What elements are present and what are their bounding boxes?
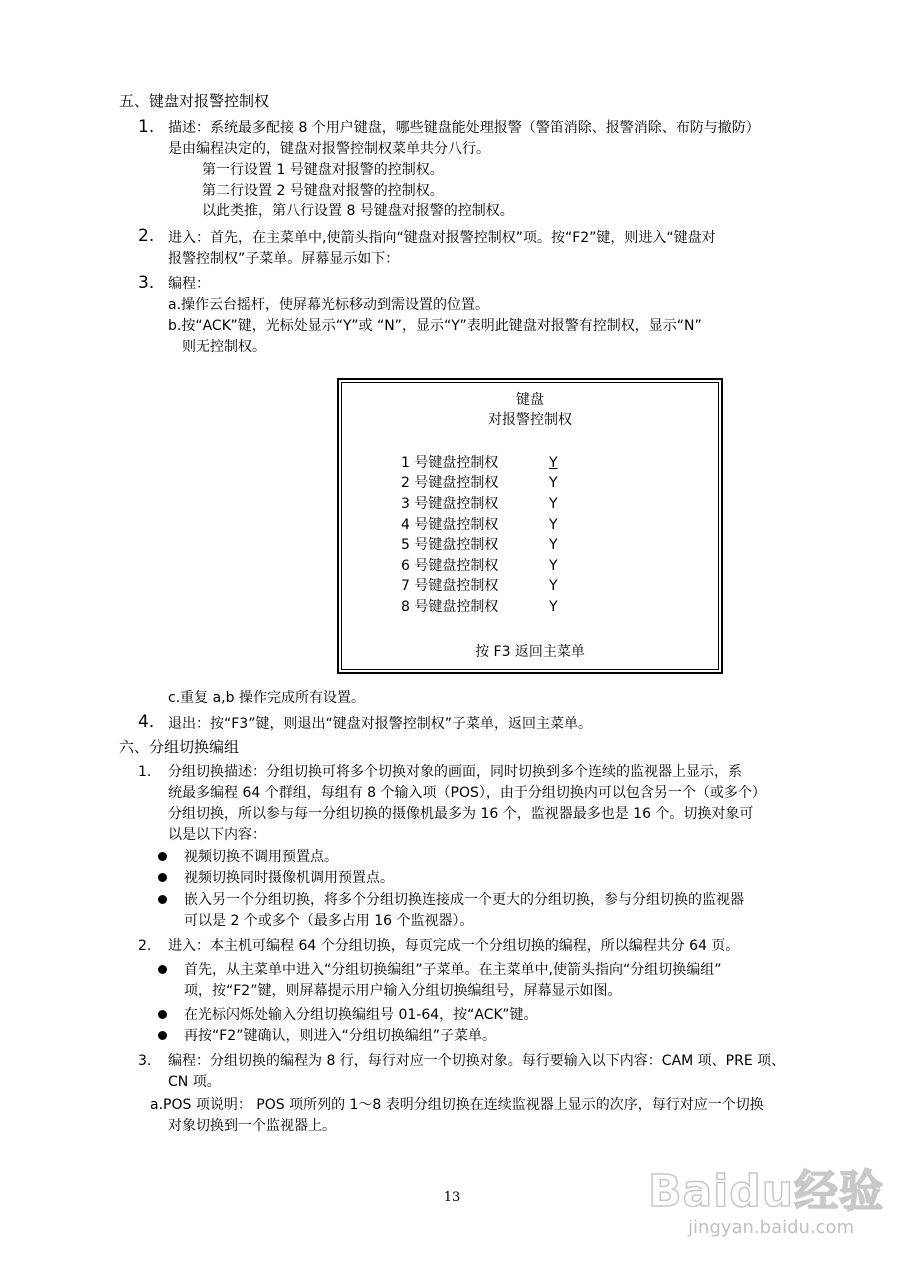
menu-subtitle: 对报警控制权	[488, 412, 572, 428]
menu-row-label: 5 号键盘控制权	[401, 537, 499, 553]
paragraph-line: b.按“ACK”键，光标处显示“Y”或 “N”，显示“Y”表明此键盘对报警有控制权，显示“N”	[168, 318, 702, 334]
item-number: 2.	[138, 226, 155, 246]
item-number: 4.	[138, 712, 155, 732]
menu-row-value[interactable]: Y	[549, 558, 558, 574]
bullet-item: 视频切换不调用预置点。	[184, 849, 338, 865]
menu-row-label: 1 号键盘控制权	[401, 455, 499, 471]
paragraph-line: 对象切换到一个监视器上。	[168, 1118, 336, 1134]
item-number: 1.	[138, 764, 152, 780]
bullet-item: 在光标闪烁处输入分组切换编组号 01-64，按“ACK”键。	[184, 1007, 538, 1023]
menu-row-label: 8 号键盘控制权	[401, 599, 499, 615]
menu-row-label: 4 号键盘控制权	[401, 517, 499, 533]
menu-row-value[interactable]: Y	[549, 496, 558, 512]
bullet-item: 嵌入另一个分组切换，将多个分组切换连接成一个更大的分组切换，参与分组切换的监视器	[184, 892, 744, 908]
paragraph-line: c.重复 a,b 操作完成所有设置。	[168, 690, 365, 706]
item-number: 1.	[138, 117, 155, 137]
bullet-icon	[158, 965, 167, 974]
paragraph-line: 进入：首先，在主菜单中,使箭头指向“键盘对报警控制权”项。按“F2”键，则进入“键盘对	[168, 230, 716, 246]
bullet-icon	[158, 1031, 167, 1040]
item-number: 3.	[138, 273, 155, 293]
bullet-item: 再按“F2”键确认，则进入“分组切换编组”子菜单。	[184, 1028, 496, 1044]
menu-footer: 按 F3 返回主菜单	[475, 644, 585, 660]
bullet-icon	[158, 895, 167, 904]
paragraph-line: a.POS 项说明： POS 项所列的 1～8 表明分组切换在连续监视器上显示的次序，每行对应一个切换	[150, 1097, 764, 1113]
bullet-icon	[158, 852, 167, 861]
paragraph-line: 统最多编程 64 个群组，每组有 8 个输入项（POS），由于分组切换内可以包含另一个（或多个）	[168, 785, 766, 801]
bullet-item: 可以是 2 个或多个（最多占用 16 个监视器）。	[184, 913, 474, 929]
menu-title: 键盘	[516, 392, 544, 408]
page-number: 13	[443, 1190, 461, 1205]
bullet-icon	[158, 873, 167, 882]
watermark-url: jingyan.baidu.com	[688, 1217, 855, 1238]
section-5-title: 五、键盘对报警控制权	[119, 92, 270, 110]
item-number: 3.	[138, 1053, 152, 1069]
bullet-item: 首先，从主菜单中进入“分组切换编组”子菜单。在主菜单中,使箭头指向“分组切换编组”	[184, 962, 722, 978]
watermark-logo: Baidu经验	[648, 1166, 885, 1217]
item-number: 2.	[138, 938, 152, 954]
paragraph-line: 进入：本主机可编程 64 个分组切换，每页完成一个分组切换的编程，所以编程共分 64 页。	[168, 938, 740, 954]
paragraph-line: 分组切换描述：分组切换可将多个切换对象的画面，同时切换到多个连续的监视器上显示，系	[168, 764, 742, 780]
menu-row-value[interactable]: Y	[549, 578, 558, 594]
section-6-title: 六、分组切换编组	[119, 738, 240, 756]
paragraph-line: 退出：按“F3”键，则退出“键盘对报警控制权”子菜单，返回主菜单。	[168, 716, 592, 732]
menu-row-label: 7 号键盘控制权	[401, 578, 499, 594]
menu-row-label: 3 号键盘控制权	[401, 496, 499, 512]
paragraph-line: 报警控制权”子菜单。屏幕显示如下：	[168, 251, 400, 267]
menu-row-value[interactable]: Y	[549, 599, 558, 615]
paragraph-line: 是由编程决定的，键盘对报警控制权菜单共分八行。	[168, 141, 490, 157]
menu-row-value[interactable]: Y	[549, 475, 558, 491]
paragraph-line: 以此类推，第八行设置 8 号键盘对报警的控制权。	[202, 203, 514, 219]
paragraph-line: 第二行设置 2 号键盘对报警的控制权。	[202, 183, 444, 199]
paragraph-line: 编程：	[168, 276, 210, 292]
menu-row-value[interactable]: Y	[549, 455, 558, 471]
paragraph-line: 以是以下内容：	[168, 827, 266, 843]
paragraph-line: CN 项。	[168, 1074, 221, 1090]
bullet-item: 项，按“F2”键，则屏幕提示用户输入分组切换编组号，屏幕显示如图。	[184, 983, 622, 999]
bullet-icon	[158, 1010, 167, 1019]
menu-row-value[interactable]: Y	[549, 517, 558, 533]
paragraph-line: 描述：系统最多配接 8 个用户键盘，哪些键盘能处理报警（警笛消除、报警消除、布防与撤防）	[168, 120, 760, 136]
bullet-item: 视频切换同时摄像机调用预置点。	[184, 870, 394, 886]
keyboard-alarm-control-menu	[337, 378, 723, 674]
paragraph-line: a.操作云台摇杆，使屏幕光标移动到需设置的位置。	[168, 297, 490, 313]
paragraph-line: 编程：分组切换的编程为 8 行，每行对应一个切换对象。每行要输入以下内容：CAM 项、PRE 项、	[168, 1053, 786, 1069]
menu-row-label: 6 号键盘控制权	[401, 558, 499, 574]
paragraph-line: 则无控制权。	[182, 339, 266, 355]
baidu-watermark	[648, 1155, 883, 1247]
menu-row-value[interactable]: Y	[549, 537, 558, 553]
menu-row-label: 2 号键盘控制权	[401, 475, 499, 491]
paragraph-line: 第一行设置 1 号键盘对报警的控制权。	[202, 162, 444, 178]
paragraph-line: 分组切换，所以参与每一分组切换的摄像机最多为 16 个，监视器最多也是 16 个。切换对象可	[168, 806, 754, 822]
